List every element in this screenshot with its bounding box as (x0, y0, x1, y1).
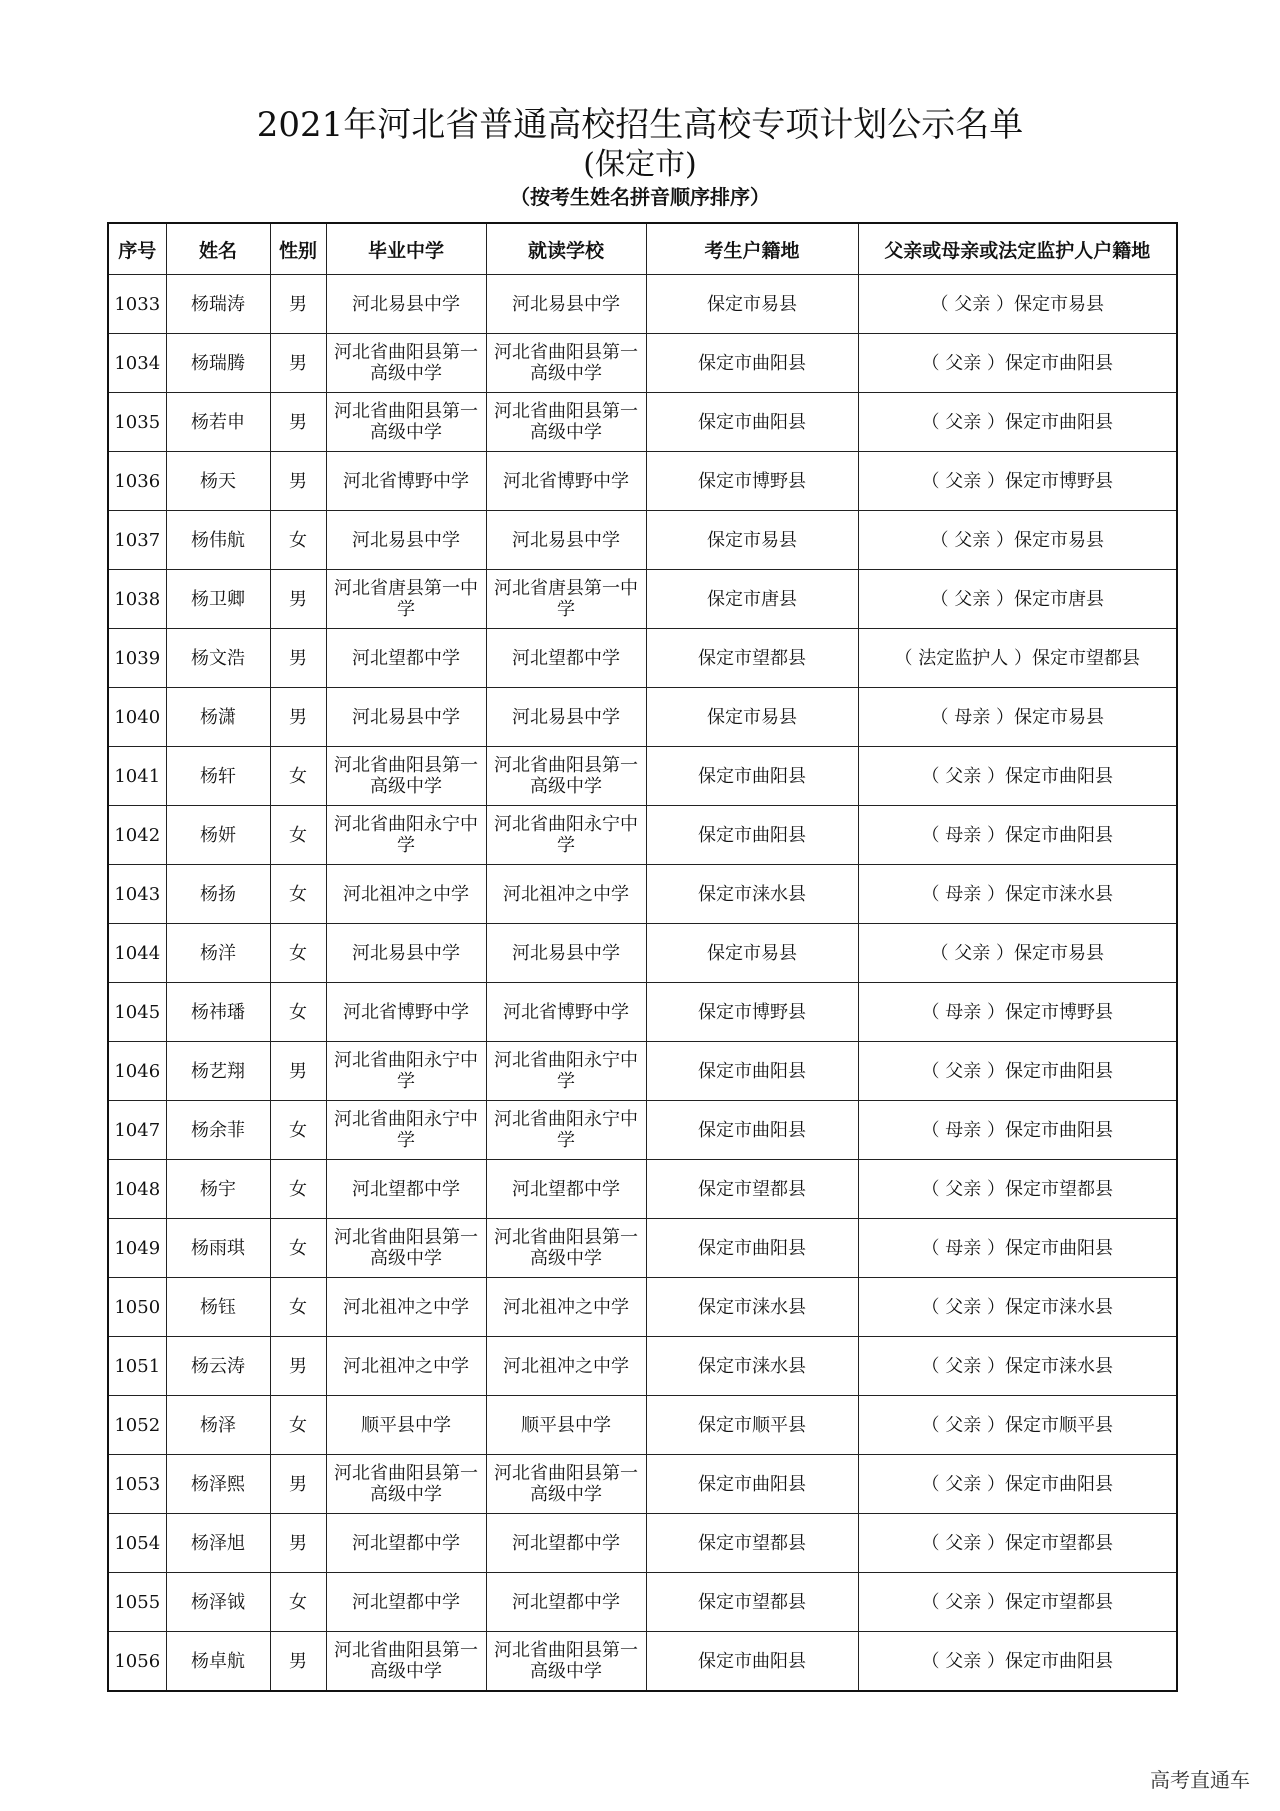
cell-guardian-registration: （ 父亲 ）保定市涞水县 (858, 1337, 1177, 1396)
cell-household-registration: 保定市曲阳县 (646, 334, 858, 393)
cell-guardian-registration: （ 父亲 ）保定市曲阳县 (858, 1632, 1177, 1692)
cell-gender: 女 (270, 806, 326, 865)
cell-name: 杨泽 (166, 1396, 270, 1455)
cell-index: 1042 (108, 806, 166, 865)
cell-graduated-school: 河北望都中学 (326, 629, 486, 688)
cell-gender: 男 (270, 1455, 326, 1514)
cell-guardian-registration: （ 父亲 ）保定市易县 (858, 924, 1177, 983)
cell-household-registration: 保定市易县 (646, 275, 858, 334)
cell-name: 杨钰 (166, 1278, 270, 1337)
table-row (108, 1337, 1177, 1396)
cell-index: 1043 (108, 865, 166, 924)
cell-name: 杨妍 (166, 806, 270, 865)
cell-graduated-school: 河北省曲阳县第一高级中学 (326, 1219, 486, 1278)
cell-gender: 男 (270, 393, 326, 452)
cell-name: 杨若申 (166, 393, 270, 452)
cell-graduated-school: 河北望都中学 (326, 1514, 486, 1573)
cell-graduated-school: 河北省曲阳县第一高级中学 (326, 1455, 486, 1514)
cell-graduated-school: 河北祖冲之中学 (326, 1337, 486, 1396)
table-row (108, 629, 1177, 688)
table-row (108, 1101, 1177, 1160)
cell-graduated-school: 河北省曲阳永宁中学 (326, 1042, 486, 1101)
table-row (108, 1396, 1177, 1455)
cell-current-school: 河北省博野中学 (486, 452, 646, 511)
cell-name: 杨祎璠 (166, 983, 270, 1042)
cell-guardian-registration: （ 父亲 ）保定市曲阳县 (858, 1042, 1177, 1101)
cell-name: 杨卫卿 (166, 570, 270, 629)
cell-household-registration: 保定市博野县 (646, 983, 858, 1042)
cell-current-school: 河北省曲阳永宁中学 (486, 1101, 646, 1160)
cell-household-registration: 保定市望都县 (646, 1573, 858, 1632)
table-row (108, 1219, 1177, 1278)
table-row (108, 1455, 1177, 1514)
cell-index: 1046 (108, 1042, 166, 1101)
cell-graduated-school: 河北易县中学 (326, 688, 486, 747)
cell-current-school: 河北省曲阳永宁中学 (486, 806, 646, 865)
table-row (108, 1042, 1177, 1101)
cell-current-school: 河北望都中学 (486, 1514, 646, 1573)
cell-graduated-school: 河北祖冲之中学 (326, 1278, 486, 1337)
cell-index: 1048 (108, 1160, 166, 1219)
table-row (108, 1160, 1177, 1219)
cell-graduated-school: 河北望都中学 (326, 1573, 486, 1632)
cell-gender: 男 (270, 1337, 326, 1396)
table-header-row (108, 223, 1177, 275)
cell-graduated-school: 河北易县中学 (326, 511, 486, 570)
cell-gender: 男 (270, 629, 326, 688)
table-row (108, 983, 1177, 1042)
sort-note: （按考生姓名拼音顺序排序） (510, 185, 770, 209)
cell-guardian-registration: （ 父亲 ）保定市曲阳县 (858, 393, 1177, 452)
cell-index: 1036 (108, 452, 166, 511)
cell-guardian-registration: （ 母亲 ）保定市曲阳县 (858, 1219, 1177, 1278)
cell-name: 杨艺翔 (166, 1042, 270, 1101)
cell-current-school: 河北易县中学 (486, 511, 646, 570)
cell-current-school: 河北省博野中学 (486, 983, 646, 1042)
cell-name: 杨洋 (166, 924, 270, 983)
roster-table (107, 222, 1178, 1692)
cell-name: 杨余菲 (166, 1101, 270, 1160)
cell-current-school: 河北易县中学 (486, 688, 646, 747)
col-header-household-registration: 考生户籍地 (646, 223, 858, 275)
table-row (108, 1632, 1177, 1692)
cell-index: 1056 (108, 1632, 166, 1692)
cell-gender: 女 (270, 865, 326, 924)
cell-graduated-school: 河北望都中学 (326, 1160, 486, 1219)
cell-current-school: 河北省唐县第一中学 (486, 570, 646, 629)
table-row (108, 1573, 1177, 1632)
cell-gender: 女 (270, 511, 326, 570)
table-row (108, 275, 1177, 334)
cell-household-registration: 保定市涞水县 (646, 865, 858, 924)
cell-graduated-school: 河北省博野中学 (326, 983, 486, 1042)
cell-guardian-registration: （ 父亲 ）保定市涞水县 (858, 1278, 1177, 1337)
cell-guardian-registration: （ 父亲 ）保定市曲阳县 (858, 747, 1177, 806)
cell-household-registration: 保定市望都县 (646, 1160, 858, 1219)
cell-guardian-registration: （ 母亲 ）保定市博野县 (858, 983, 1177, 1042)
cell-index: 1038 (108, 570, 166, 629)
cell-current-school: 河北望都中学 (486, 1160, 646, 1219)
cell-gender: 男 (270, 1514, 326, 1573)
col-header-index: 序号 (108, 223, 166, 275)
cell-guardian-registration: （ 父亲 ）保定市望都县 (858, 1160, 1177, 1219)
cell-household-registration: 保定市博野县 (646, 452, 858, 511)
cell-household-registration: 保定市曲阳县 (646, 1042, 858, 1101)
table-row (108, 865, 1177, 924)
col-header-gender: 性别 (270, 223, 326, 275)
cell-gender: 女 (270, 747, 326, 806)
cell-name: 杨泽钺 (166, 1573, 270, 1632)
col-header-graduated-school: 毕业中学 (326, 223, 486, 275)
cell-name: 杨轩 (166, 747, 270, 806)
cell-graduated-school: 河北易县中学 (326, 275, 486, 334)
cell-guardian-registration: （ 父亲 ）保定市易县 (858, 275, 1177, 334)
cell-current-school: 河北省曲阳县第一高级中学 (486, 747, 646, 806)
cell-household-registration: 保定市易县 (646, 511, 858, 570)
cell-current-school: 河北望都中学 (486, 1573, 646, 1632)
cell-index: 1045 (108, 983, 166, 1042)
cell-gender: 男 (270, 334, 326, 393)
cell-gender: 男 (270, 1042, 326, 1101)
table-row (108, 688, 1177, 747)
cell-guardian-registration: （ 父亲 ）保定市望都县 (858, 1573, 1177, 1632)
cell-index: 1051 (108, 1337, 166, 1396)
table-body (108, 275, 1177, 1692)
col-header-current-school: 就读学校 (486, 223, 646, 275)
cell-index: 1053 (108, 1455, 166, 1514)
cell-index: 1047 (108, 1101, 166, 1160)
table-row (108, 1278, 1177, 1337)
cell-current-school: 河北祖冲之中学 (486, 865, 646, 924)
cell-current-school: 河北祖冲之中学 (486, 1278, 646, 1337)
cell-guardian-registration: （ 母亲 ）保定市易县 (858, 688, 1177, 747)
cell-index: 1039 (108, 629, 166, 688)
cell-guardian-registration: （ 父亲 ）保定市顺平县 (858, 1396, 1177, 1455)
cell-current-school: 河北易县中学 (486, 924, 646, 983)
table-row (108, 393, 1177, 452)
cell-index: 1052 (108, 1396, 166, 1455)
cell-name: 杨卓航 (166, 1632, 270, 1692)
cell-graduated-school: 河北祖冲之中学 (326, 865, 486, 924)
table-row (108, 511, 1177, 570)
page-title: 2021年河北省普通高校招生高校专项计划公示名单 (256, 105, 1024, 145)
table-row (108, 924, 1177, 983)
cell-graduated-school: 河北易县中学 (326, 924, 486, 983)
cell-gender: 男 (270, 688, 326, 747)
watermark: 高考直通车 (1150, 1768, 1250, 1792)
cell-name: 杨瑞腾 (166, 334, 270, 393)
cell-current-school: 河北省曲阳县第一高级中学 (486, 334, 646, 393)
cell-household-registration: 保定市曲阳县 (646, 806, 858, 865)
cell-index: 1040 (108, 688, 166, 747)
cell-household-registration: 保定市曲阳县 (646, 1632, 858, 1692)
cell-index: 1041 (108, 747, 166, 806)
cell-household-registration: 保定市易县 (646, 688, 858, 747)
cell-graduated-school: 河北省曲阳永宁中学 (326, 1101, 486, 1160)
col-header-name: 姓名 (166, 223, 270, 275)
cell-household-registration: 保定市曲阳县 (646, 1219, 858, 1278)
cell-guardian-registration: （ 父亲 ）保定市曲阳县 (858, 1455, 1177, 1514)
cell-name: 杨文浩 (166, 629, 270, 688)
cell-household-registration: 保定市曲阳县 (646, 1455, 858, 1514)
cell-household-registration: 保定市唐县 (646, 570, 858, 629)
cell-household-registration: 保定市顺平县 (646, 1396, 858, 1455)
cell-household-registration: 保定市曲阳县 (646, 393, 858, 452)
cell-guardian-registration: （ 母亲 ）保定市曲阳县 (858, 1101, 1177, 1160)
cell-graduated-school: 河北省曲阳县第一高级中学 (326, 334, 486, 393)
cell-current-school: 河北省曲阳县第一高级中学 (486, 1219, 646, 1278)
table-row (108, 1514, 1177, 1573)
cell-graduated-school: 河北省唐县第一中学 (326, 570, 486, 629)
cell-name: 杨泽熙 (166, 1455, 270, 1514)
cell-guardian-registration: （ 父亲 ）保定市博野县 (858, 452, 1177, 511)
cell-index: 1050 (108, 1278, 166, 1337)
cell-guardian-registration: （ 母亲 ）保定市曲阳县 (858, 806, 1177, 865)
cell-guardian-registration: （ 母亲 ）保定市涞水县 (858, 865, 1177, 924)
cell-name: 杨潇 (166, 688, 270, 747)
cell-guardian-registration: （ 父亲 ）保定市曲阳县 (858, 334, 1177, 393)
cell-index: 1055 (108, 1573, 166, 1632)
cell-guardian-registration: （ 父亲 ）保定市唐县 (858, 570, 1177, 629)
cell-household-registration: 保定市曲阳县 (646, 747, 858, 806)
page-subtitle: (保定市) (583, 147, 697, 182)
cell-household-registration: 保定市望都县 (646, 629, 858, 688)
cell-name: 杨云涛 (166, 1337, 270, 1396)
cell-current-school: 顺平县中学 (486, 1396, 646, 1455)
cell-name: 杨天 (166, 452, 270, 511)
cell-current-school: 河北易县中学 (486, 275, 646, 334)
cell-household-registration: 保定市曲阳县 (646, 1101, 858, 1160)
cell-gender: 女 (270, 1101, 326, 1160)
cell-name: 杨扬 (166, 865, 270, 924)
cell-index: 1034 (108, 334, 166, 393)
cell-household-registration: 保定市望都县 (646, 1514, 858, 1573)
cell-guardian-registration: （ 法定监护人 ）保定市望都县 (858, 629, 1177, 688)
cell-index: 1054 (108, 1514, 166, 1573)
cell-graduated-school: 河北省曲阳县第一高级中学 (326, 1632, 486, 1692)
cell-guardian-registration: （ 父亲 ）保定市望都县 (858, 1514, 1177, 1573)
cell-index: 1037 (108, 511, 166, 570)
cell-gender: 女 (270, 1160, 326, 1219)
cell-name: 杨瑞涛 (166, 275, 270, 334)
cell-current-school: 河北祖冲之中学 (486, 1337, 646, 1396)
cell-index: 1033 (108, 275, 166, 334)
cell-gender: 女 (270, 1396, 326, 1455)
cell-household-registration: 保定市易县 (646, 924, 858, 983)
cell-current-school: 河北望都中学 (486, 629, 646, 688)
cell-index: 1044 (108, 924, 166, 983)
cell-graduated-school: 河北省曲阳县第一高级中学 (326, 747, 486, 806)
cell-household-registration: 保定市涞水县 (646, 1337, 858, 1396)
cell-index: 1049 (108, 1219, 166, 1278)
cell-gender: 女 (270, 924, 326, 983)
table-row (108, 806, 1177, 865)
cell-current-school: 河北省曲阳县第一高级中学 (486, 1632, 646, 1692)
cell-current-school: 河北省曲阳县第一高级中学 (486, 393, 646, 452)
cell-gender: 女 (270, 1219, 326, 1278)
cell-gender: 男 (270, 570, 326, 629)
table-row (108, 570, 1177, 629)
cell-gender: 女 (270, 1573, 326, 1632)
cell-graduated-school: 顺平县中学 (326, 1396, 486, 1455)
cell-name: 杨泽旭 (166, 1514, 270, 1573)
table-row (108, 452, 1177, 511)
cell-gender: 女 (270, 1278, 326, 1337)
cell-current-school: 河北省曲阳永宁中学 (486, 1042, 646, 1101)
cell-gender: 男 (270, 275, 326, 334)
cell-index: 1035 (108, 393, 166, 452)
cell-name: 杨宇 (166, 1160, 270, 1219)
cell-current-school: 河北省曲阳县第一高级中学 (486, 1455, 646, 1514)
cell-graduated-school: 河北省曲阳县第一高级中学 (326, 393, 486, 452)
cell-graduated-school: 河北省博野中学 (326, 452, 486, 511)
table-row (108, 747, 1177, 806)
cell-guardian-registration: （ 父亲 ）保定市易县 (858, 511, 1177, 570)
cell-name: 杨雨琪 (166, 1219, 270, 1278)
cell-name: 杨伟航 (166, 511, 270, 570)
cell-household-registration: 保定市涞水县 (646, 1278, 858, 1337)
cell-gender: 女 (270, 983, 326, 1042)
cell-graduated-school: 河北省曲阳永宁中学 (326, 806, 486, 865)
table-row (108, 334, 1177, 393)
cell-gender: 男 (270, 1632, 326, 1692)
cell-gender: 男 (270, 452, 326, 511)
col-header-guardian-registration: 父亲或母亲或法定监护人户籍地 (858, 223, 1177, 275)
